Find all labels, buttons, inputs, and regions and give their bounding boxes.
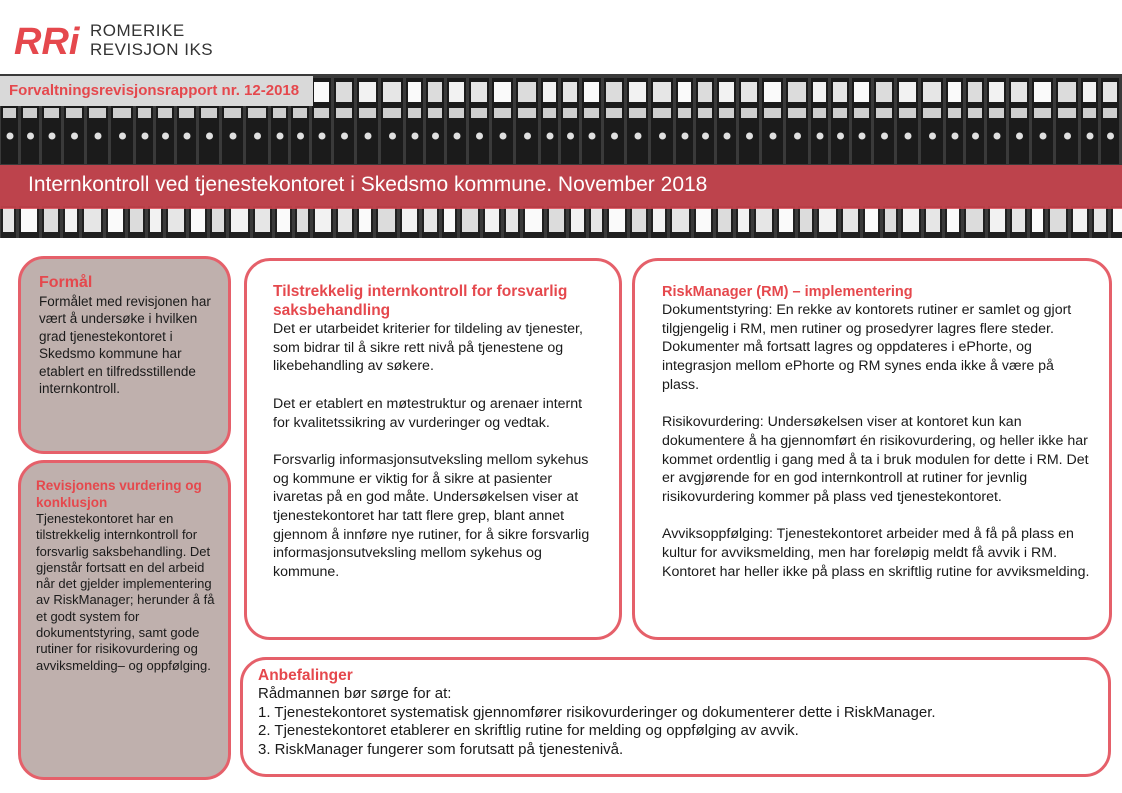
- svg-text:RRi: RRi: [14, 21, 80, 60]
- riskmanager-box: [632, 258, 1112, 640]
- vurdering-text: Tjenestekontoret har en tilstrekkelig internkontroll for forsvarlig saksbehandling. Det gjenstår fortsatt en del arbeid når det gjelder implementering av RiskManager; herunder å få et godt system for dokumentstyring, samt gode rutiner for risikovurdering og avviksmelding– og oppfølging.: [36, 511, 215, 673]
- riskmanager-paragraph-1: Dokumentstyring: En rekke av kontorets rutiner er samlet og gjort tilgjengelig i RM, men rutiner og prosedyrer lagres flere steder. Dokumenter må fortsatt lagres og oppdateres i ePhorte, og integrasjon mellom ePhorte og RM synes enda ikke å være på plass.: [662, 302, 1072, 393]
- formal-box: [18, 256, 231, 454]
- formal-heading: Formål: [39, 274, 93, 291]
- anbefaling-item-1: 1. Tjenestekontoret systematisk gjennomfører risikovurderinger og dokumenterer dette i RiskManager.: [258, 703, 936, 721]
- riskmanager-heading: RiskManager (RM) – implementering: [662, 284, 913, 300]
- logo-text: [90, 21, 213, 59]
- title-band: [0, 165, 1122, 209]
- formal-text: Formålet med revisjonen har vært å undersøke i hvilken grad tjenestekontoret i Skedsmo kommune har etablert en tilfredsstillende internkontroll.: [39, 294, 211, 397]
- internkontroll-paragraph-2: Det er etablert en møtestruktur og arenaer internt for kvalitetssikring av vurderinger og vedtak.: [273, 395, 583, 431]
- romerike-logo-mark: [14, 20, 84, 60]
- vurdering-heading: Revisjonens vurdering og konklusjon: [36, 478, 202, 510]
- internkontroll-box: [244, 258, 622, 640]
- logo-line-2: REVISJON IKS: [90, 40, 214, 59]
- anbefalinger-intro: Rådmannen bør sørge for at:: [258, 685, 452, 702]
- anbefaling-item-2: 2. Tjenestekontoret etablerer en skriftlig rutine for melding og oppfølging av avvik.: [258, 722, 799, 740]
- report-number: Forvaltningsrevisjonsrapport nr. 12-2018: [0, 76, 313, 106]
- riskmanager-paragraph-3: Avviksoppfølging: Tjenestekontoret arbeider med å få på plass en kultur for avviksmelding, men har foreløpig meldt få avvik i RM. Kontoret har heller ikke på plass en skriftlig rutine for avviksmelding.: [662, 526, 1090, 580]
- logo-line-1: ROMERIKE: [90, 21, 185, 40]
- internkontroll-heading: Tilstrekkelig internkontroll for forsvarlig saksbehandling: [273, 283, 568, 319]
- anbefalinger-box: [240, 657, 1111, 777]
- riskmanager-paragraph-2: Risikovurdering: Undersøkelsen viser at kontoret kun kan dokumentere å ha gjennomført én risikovurdering, og heller ikke har kommet ordentlig i gang med å ta i bruk modulen for dette i RM. Det er avgjørende for en god internkontroll at rutiner for jevnlig risikovurdering kommer på plass ved tjenestekontoret.: [662, 414, 1089, 506]
- internkontroll-paragraph-1: Det er utarbeidet kriterier for tildeling av tjenester, som bidrar til å sikre rett nivå på tjenestene og likebehandling av søkere.: [273, 321, 583, 375]
- page-title: Internkontroll ved tjenestekontoret i Skedsmo kommune. November 2018: [28, 173, 708, 196]
- anbefalinger-heading: Anbefalinger: [258, 667, 353, 684]
- logo: [14, 20, 213, 60]
- internkontroll-paragraph-3: Forsvarlig informasjonsutveksling mellom sykehus og kommune er viktig for å sikre at pasienter ivaretas på en god måte. Undersøkelsen viser at tjenestekontoret har tatt flere grep, blant annet gjennom å innføre nye rutiner, for å sikre forsvarlig informasjonsutveksling mellom sykehus og kommune.: [273, 451, 590, 581]
- anbefaling-item-3: 3. RiskManager fungerer som forutsatt på tjenestenivå.: [258, 740, 624, 758]
- vurdering-box: [18, 460, 231, 780]
